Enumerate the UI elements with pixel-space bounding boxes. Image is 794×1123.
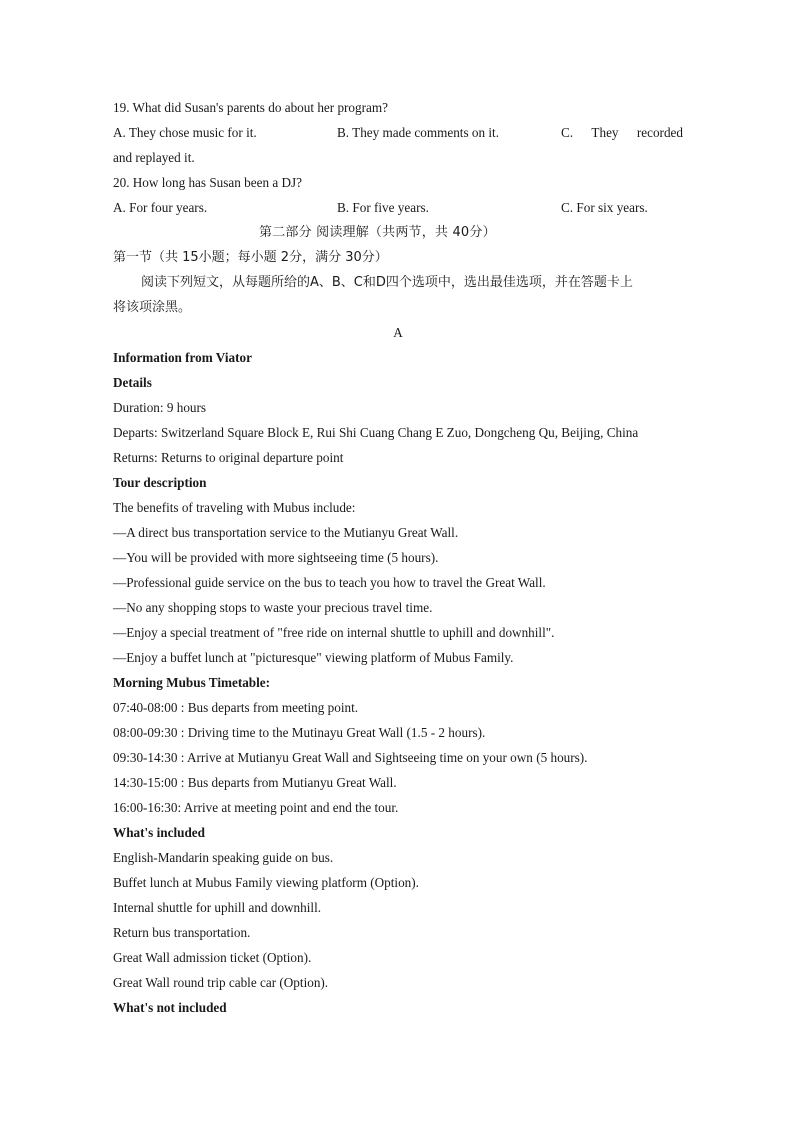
included-item: Great Wall admission ticket (Option). [113,950,312,965]
question-19-option-a: A. They chose music for it. [113,125,257,140]
question-20-stem: 20. How long has Susan been a DJ? [113,175,302,190]
details-heading: Details [113,375,152,390]
benefit-item: —You will be provided with more sightseeing time (5 hours). [113,550,439,565]
included-item: Internal shuttle for uphill and downhill. [113,900,322,915]
question-20-options [113,195,683,220]
option-c-letter: C. [561,125,574,140]
part-two-heading-row [113,220,683,245]
timetable-heading: Morning Mubus Timetable: [113,675,271,690]
included-item: Great Wall round trip cable car (Option). [113,975,329,990]
not-included-heading: What's not included [113,1000,227,1015]
timetable-row: 14:30-15:00 : Bus departs from Mutianyu Great Wall. [113,775,397,790]
instruction-line-2: 将该项涂黑。 [113,300,192,315]
benefit-item: —Enjoy a special treatment of "free ride on internal shuttle to uphill and downhill". [113,625,555,640]
included-heading: What's included [113,825,205,840]
timetable-row: 16:00-16:30: Arrive at meeting point and end the tour. [113,800,399,815]
benefit-item: —Professional guide service on the bus to teach you how to travel the Great Wall. [113,575,546,590]
benefit-item: —No any shopping stops to waste your precious travel time. [113,600,433,615]
option-c-word: recorded [636,125,683,140]
question-19-option-c [561,120,683,145]
timetable-row: 08:00-09:30 : Driving time to the Mutinayu Great Wall (1.5 - 2 hours). [113,725,486,740]
section-one-heading: 第一节（共 15小题；每小题 2分，满分 30分） [113,250,388,265]
included-item: Return bus transportation. [113,925,251,940]
tour-intro-line: The benefits of traveling with Mubus include: [113,500,356,515]
question-20-option-a: A. For four years. [113,200,208,215]
question-19-stem: 19. What did Susan's parents do about her program? [113,100,388,115]
question-19-options [113,120,683,145]
benefit-item: —A direct bus transportation service to the Mutianyu Great Wall. [113,525,459,540]
question-19-option-c-continued: and replayed it. [113,150,195,165]
departs-line: Departs: Switzerland Square Block E, Rui Shi Cuang Chang E Zuo, Dongcheng Qu, Beijing, China [113,425,639,440]
passage-source-heading: Information from Viator [113,350,252,365]
timetable-row: 09:30-14:30 : Arrive at Mutianyu Great Wall and Sightseeing time on your own (5 hours). [113,750,588,765]
part-two-title: 第二部分 阅读理解（共两节，共 40分） [259,225,496,240]
passage-label: A [393,325,403,340]
question-19-option-b: B. They made comments on it. [337,125,500,140]
included-item: Buffet lunch at Mubus Family viewing platform (Option). [113,875,419,890]
included-item: English-Mandarin speaking guide on bus. [113,850,334,865]
timetable-row: 07:40-08:00 : Bus departs from meeting point. [113,700,359,715]
tour-description-heading: Tour description [113,475,207,490]
benefit-item: —Enjoy a buffet lunch at "picturesque" viewing platform of Mubus Family. [113,650,514,665]
question-20-option-b: B. For five years. [337,200,429,215]
option-c-word: They [591,125,619,140]
exam-page [113,95,683,1020]
instruction-line-1: 阅读下列短文，从每题所给的A、B、C和D四个选项中，选出最佳选项，并在答题卡上 [141,275,633,290]
question-20-option-c: C. For six years. [561,200,648,215]
returns-line: Returns: Returns to original departure point [113,450,344,465]
duration-line: Duration: 9 hours [113,400,207,415]
